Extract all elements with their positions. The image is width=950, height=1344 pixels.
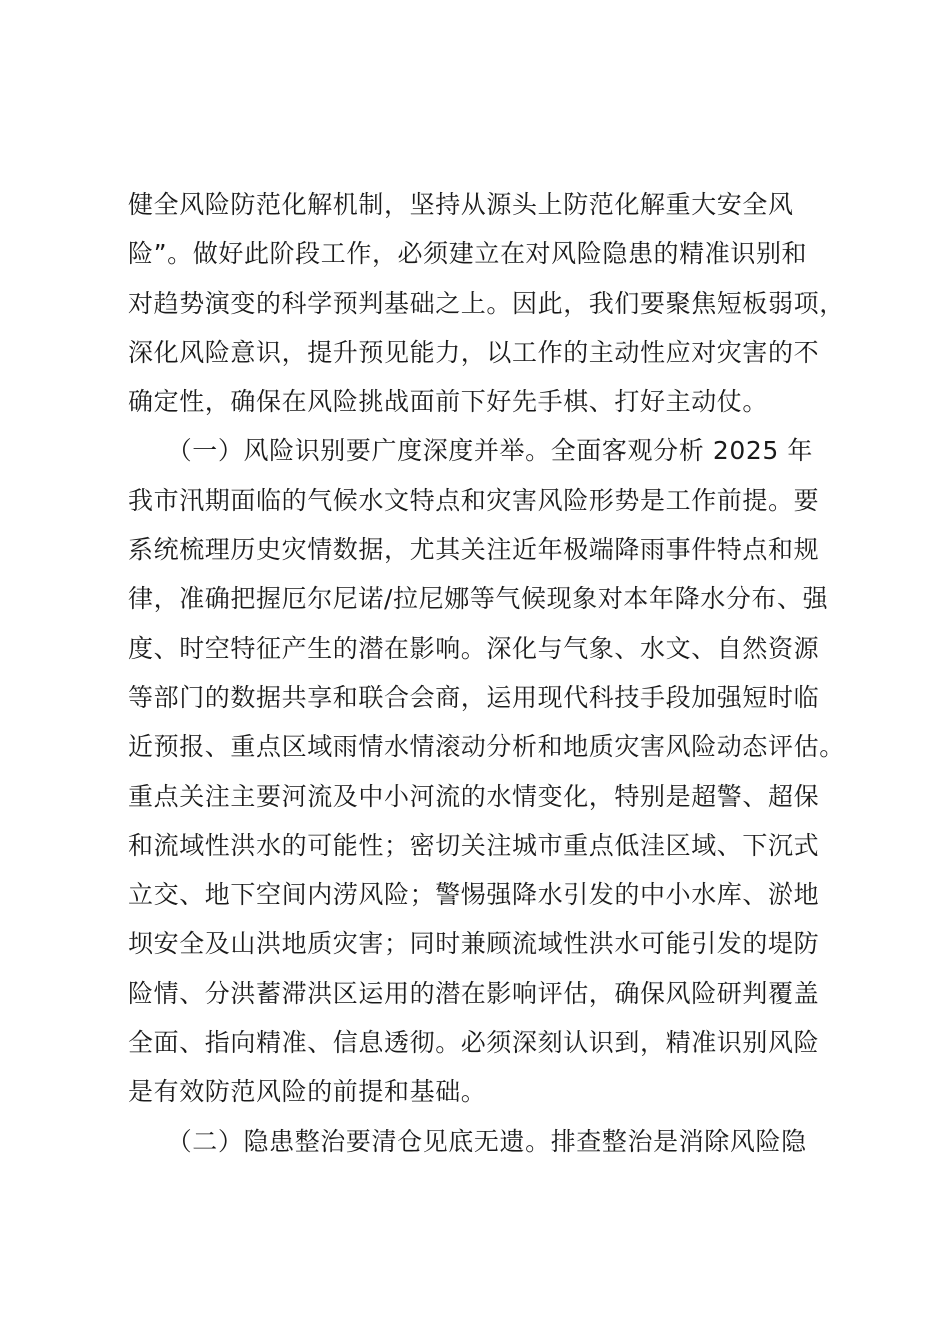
text-line: 险情、分洪蓄滞洪区运用的潜在影响评估，确保风险研判覆盖 [128, 978, 820, 1008]
text-line: 坝安全及山洪地质灾害；同时兼顾流域性洪水可能引发的堤防 [128, 929, 820, 959]
text-line: 确定性，确保在风险挑战面前下好先手棋、打好主动仗。 [128, 387, 769, 417]
text-line: 重点关注主要河流及中小河流的水情变化，特别是超警、超保 [128, 781, 820, 811]
text-line: 系统梳理历史灾情数据，尤其关注近年极端降雨事件特点和规 [128, 535, 820, 565]
text-line: 我市汛期面临的气候水文特点和灾害风险形势是工作前提。要 [128, 485, 820, 515]
section-heading-line: （二）隐患整治要清仓见底无遗。排查整治是消除风险隐 [128, 1126, 807, 1156]
text-line: 等部门的数据共享和联合会商，运用现代科技手段加强短时临 [128, 682, 820, 712]
text-line: 健全风险防范化解机制，坚持从源头上防范化解重大安全风 [128, 190, 794, 219]
text-line: 近预报、重点区域雨情水情滚动分析和地质灾害风险动态评估。 [128, 732, 845, 762]
section-heading-line: （一）风险识别要广度深度并举。全面客观分析 2025 年 [128, 436, 814, 466]
document-body [128, 180, 845, 1166]
text-line: 全面、指向精准、信息透彻。必须深刻认识到，精准识别风险 [128, 1028, 820, 1058]
text-line: 深化风险意识，提升预见能力，以工作的主动性应对灾害的不 [128, 337, 820, 367]
text-line: 立交、地下空间内涝风险；警惕强降水引发的中小水库、淤地 [128, 880, 820, 910]
text-line: 是有效防范风险的前提和基础。 [128, 1077, 487, 1107]
text-line: 对趋势演变的科学预判基础之上。因此，我们要聚焦短板弱项， [128, 288, 845, 318]
text-line: 律，准确把握厄尔尼诺/拉尼娜等气候现象对本年降水分布、强 [128, 584, 829, 614]
text-line: 险”。做好此阶段工作，必须建立在对风险隐患的精准识别和 [128, 239, 808, 269]
text-line: 度、时空特征产生的潜在影响。深化与气象、水文、自然资源 [128, 633, 820, 663]
text-line: 和流域性洪水的可能性；密切关注城市重点低洼区域、下沉式 [128, 830, 820, 860]
